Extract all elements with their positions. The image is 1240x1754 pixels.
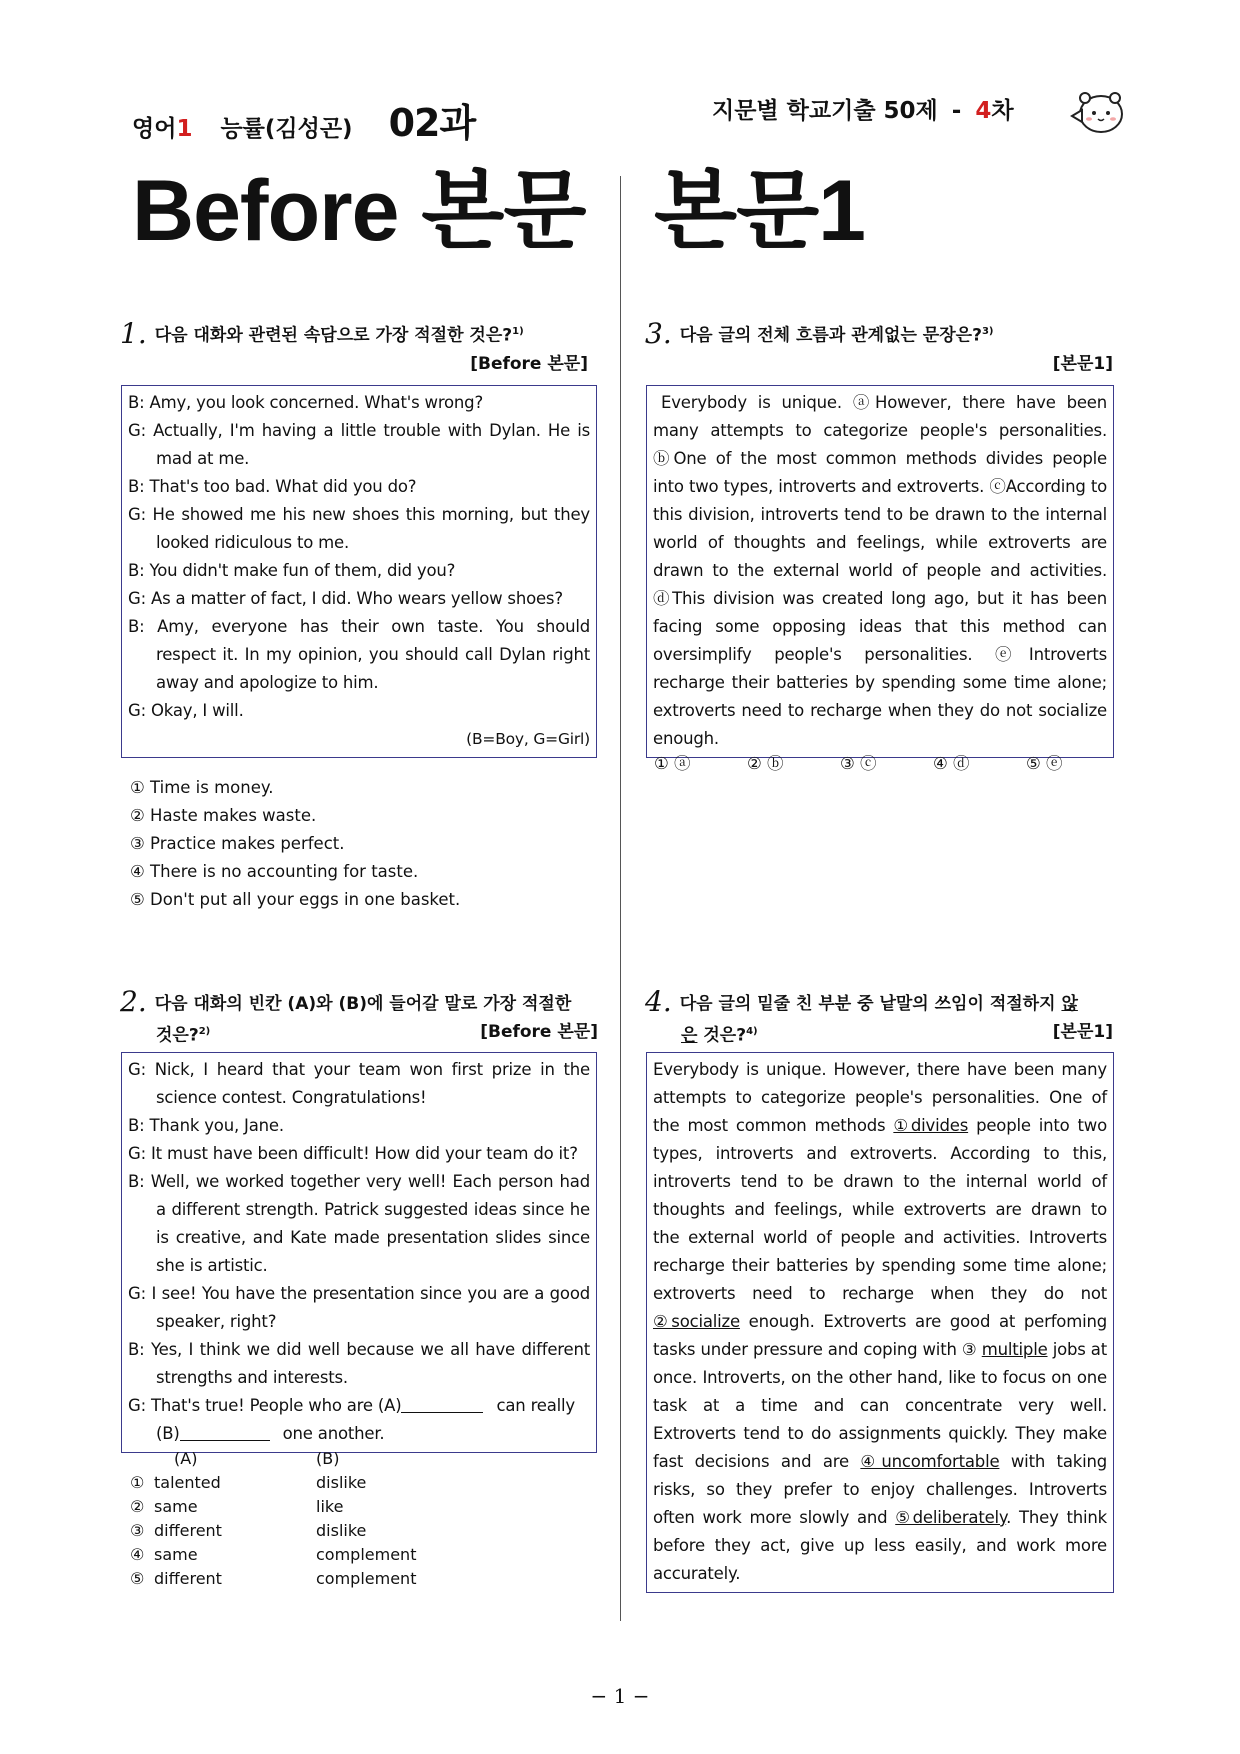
options-3 <box>654 750 1119 774</box>
question-tag: [Before 본문] <box>480 1022 598 1042</box>
section-title-left: Before 본문 <box>132 163 586 259</box>
passage-box-3: Everybody is unique. ⓐHowever, there have been many attempts to categorize people's personalities. ⓑOne of the most common methods divides people into two types, introverts and extroverts. ⓒAccording to this division, introverts tend to be drawn to the internal world of thoughts and feelings, while extroverts are drawn to the external world of people and activities. ⓓThis division was created long ago, but it has been facing some opposing ideas that this method can oversimplify people's personalities. ⓔIntroverts recharge their batteries by spending some time alone; extroverts need to recharge when they do not socialize enough. <box>646 385 1114 758</box>
option-item[interactable]: ② ⓑ <box>747 754 784 773</box>
underlined-word-2: ②socialize <box>653 1312 740 1331</box>
dialogue-line: B: That's too bad. What did you do? <box>128 477 417 496</box>
question-text: 다음 글의 밑줄 친 부분 중 낱말의 쓰임이 적절하지 <box>679 994 1056 1014</box>
dialogue-line: G: As a matter of fact, I did. Who wears yellow shoes? <box>128 589 563 608</box>
footnote-mark: 4) <box>746 1026 758 1037</box>
question-text-cont: 것은? <box>697 1025 747 1046</box>
dialogue-line: G: He showed me his new shoes this morning, but they looked ridiculous to me. <box>128 505 590 552</box>
publisher-label: 능률(김성곤) <box>220 116 353 142</box>
passage-text: . They think before they act, give up less easily, and work more accurately. <box>653 1508 1108 1583</box>
column-header-a: (A) <box>174 1449 198 1468</box>
underlined-word-1: ①divides <box>893 1116 969 1135</box>
blank-text-c: (B) <box>156 1424 180 1443</box>
blank-text-a: G: That's true! People who are (A) <box>128 1396 402 1415</box>
dialogue-note: (B=Boy, G=Girl) <box>466 730 590 748</box>
passage-text: enough. Extroverts are good at perfoming tasks under pressure and coping with ③ <box>653 1312 1107 1359</box>
underlined-word-5: ⑤deliberately <box>895 1508 1007 1527</box>
passage-text: Everybody is unique. However, there have been many attempts to categorize people's personalities. One of the most common methods <box>653 1060 1107 1135</box>
question-number: 3. <box>645 316 672 350</box>
question-3-header <box>645 318 1115 350</box>
question-text: 다음 대화의 빈칸 (A)와 (B)에 들어갈 말로 가장 적절한 <box>154 994 572 1014</box>
blank-text-b: can really <box>496 1396 576 1415</box>
dialogue-box-1 <box>121 385 597 758</box>
footnote-mark: 1) <box>512 326 524 337</box>
question-3 <box>645 318 1115 378</box>
mascot-icon <box>1068 86 1126 136</box>
option-item[interactable]: ④ There is no accounting for taste. <box>130 862 419 881</box>
dialogue-line: B: Well, we worked together very well! Each person had a different strength. Patrick suggested ideas since he is creative, and Kate made presentation slides since she is artistic. <box>128 1172 590 1275</box>
question-tag: [Before 본문] <box>470 353 588 374</box>
series-separator: - <box>951 98 962 124</box>
question-text: 다음 대화와 관련된 속담으로 가장 적절한 것은? <box>154 325 513 346</box>
question-1-header <box>120 318 598 350</box>
option-item[interactable]: ⑤ ⓔ <box>1026 754 1063 773</box>
question-text-underlined: 은 <box>681 1025 698 1046</box>
series-label: 지문별 학교기출 50제 <box>712 98 938 124</box>
round-number: 4 <box>975 98 992 124</box>
question-text-cont: 것은? <box>156 1025 199 1046</box>
options-1 <box>130 774 460 914</box>
dialogue-line: B: You didn't make fun of them, did you? <box>128 561 456 580</box>
dialogue-line-blanks <box>128 1392 590 1448</box>
dialogue-line: B: Yes, I think we did well because we all have different strengths and interests. <box>128 1340 590 1387</box>
option-item[interactable]: ⑤ different complement <box>130 1569 417 1588</box>
question-4-header <box>645 985 1115 1018</box>
option-item[interactable]: ① talented dislike <box>130 1473 367 1492</box>
question-tag: [본문1] <box>1052 353 1113 374</box>
blank-b <box>180 1422 270 1441</box>
question-number: 1. <box>120 316 147 350</box>
blank-text-d: one another. <box>282 1424 385 1443</box>
passage-box-4 <box>646 1052 1114 1593</box>
passage-text: with taking risks, so they prefer to enjoy challenges. Introverts often work more slowly and <box>653 1452 1108 1527</box>
options-2 <box>130 1447 416 1591</box>
dialogue-line: G: Nick, I heard that your team won first prize in the science contest. Congratulations! <box>128 1060 590 1107</box>
header-series <box>712 92 1014 140</box>
option-item[interactable]: ① Time is money. <box>130 778 274 797</box>
page-number: − 1 − <box>590 1684 650 1708</box>
option-item[interactable]: ③ Practice makes perfect. <box>130 834 345 853</box>
option-item[interactable]: ① ⓐ <box>654 754 691 773</box>
underlined-word-3: multiple <box>981 1340 1048 1359</box>
dialogue-line: B: Amy, you look concerned. What's wrong? <box>128 393 484 412</box>
blank-a <box>401 1394 483 1413</box>
grade-number: 1 <box>176 116 193 142</box>
question-number: 2. <box>120 985 147 1018</box>
dialogue-line: G: I see! You have the presentation since you are a good speaker, right? <box>128 1284 590 1331</box>
subject-label: 영어 <box>132 116 177 142</box>
dialogue-line: G: Okay, I will. <box>128 701 244 720</box>
option-item[interactable]: ② Haste makes waste. <box>130 806 317 825</box>
option-item[interactable]: ② same like <box>130 1497 344 1516</box>
header-subject <box>132 92 476 145</box>
column-divider <box>620 176 621 1621</box>
footnote-mark: 3) <box>981 326 994 337</box>
question-text-underlined: 않 <box>1061 994 1078 1014</box>
dialogue-line: G: Actually, I'm having a little trouble with Dylan. He is mad at me. <box>128 421 590 468</box>
underlined-word-4: ④uncomfortable <box>860 1452 1000 1471</box>
lesson-label: 02과 <box>388 101 476 145</box>
footnote-mark: 2) <box>198 1026 211 1037</box>
column-header-b: (B) <box>316 1449 340 1468</box>
section-title-right: 본문1 <box>654 163 865 259</box>
question-tag: [본문1] <box>1052 1022 1113 1042</box>
dialogue-line: G: It must have been difficult! How did your team do it? <box>128 1144 578 1163</box>
option-item[interactable]: ③ ⓒ <box>840 754 877 773</box>
option-item[interactable]: ⑤ Don't put all your eggs in one basket. <box>130 890 461 909</box>
passage-text: people into two types, introverts and extroverts. According to this, introverts tend to be drawn to the internal world of thoughts and feelings, while extroverts are drawn to the external world of people and activities. Introverts recharge their batteries by spending some time alone; extroverts need to recharge when they do not <box>653 1116 1107 1303</box>
question-2 <box>120 985 598 1050</box>
question-4 <box>645 985 1115 1050</box>
question-1 <box>120 318 598 378</box>
question-text: 다음 글의 전체 흐름과 관계없는 문장은? <box>679 325 982 346</box>
option-item[interactable]: ④ same complement <box>130 1545 417 1564</box>
dialogue-line: B: Amy, everyone has their own taste. You should respect it. In my opinion, you should call Dylan right away and apologize to him. <box>128 617 590 692</box>
round-suffix: 차 <box>991 98 1014 124</box>
option-item[interactable]: ③ different dislike <box>130 1521 367 1540</box>
passage-text: jobs at once. Introverts, on the other hand, like to focus on one task at a time and can concentrate very well. Extroverts tend to do assignments quickly. They make fast decisions and are <box>653 1340 1107 1471</box>
question-2-header <box>120 985 598 1018</box>
dialogue-box-2 <box>121 1052 597 1453</box>
option-item[interactable]: ④ ⓓ <box>933 754 970 773</box>
question-number: 4. <box>645 985 672 1018</box>
dialogue-line: B: Thank you, Jane. <box>128 1116 284 1135</box>
